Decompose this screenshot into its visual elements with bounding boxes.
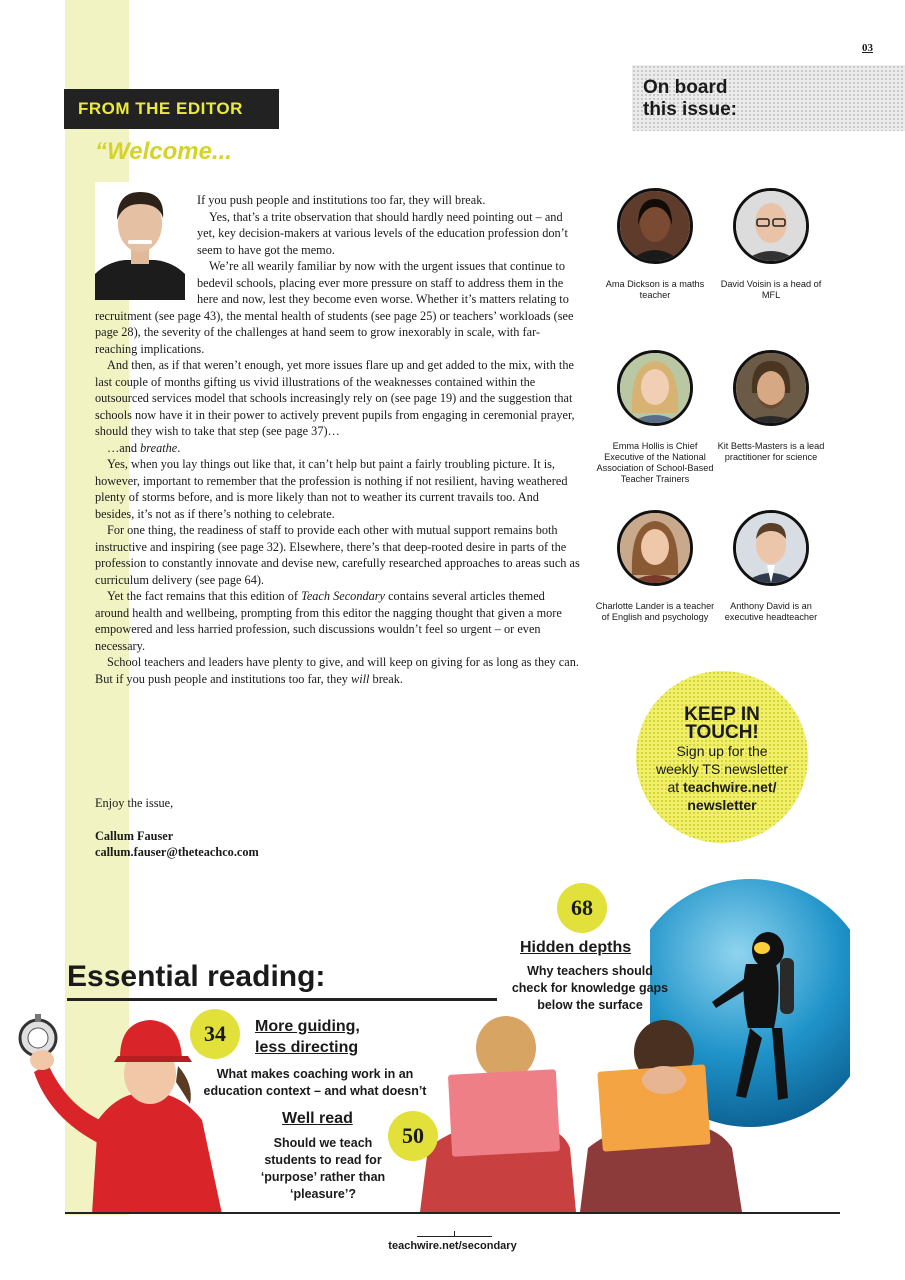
- article-desc-line: Should we teach: [273, 1136, 373, 1150]
- letter-paragraph: If you push people and institutions too far, they will break.: [197, 193, 486, 207]
- letter-paragraph: And then, as if that weren’t enough, yet more issues flare up and get added to the mix, with the last couple of months gifting us vivid illustrations of the weaknesses contained within the outsourced services model that schools increasingly rely on (see page 19) and the suggestion that schools now have it in their power to actively prevent pupils from engaging in ceremonial prayer, should they wish to take that step (see page 37)…: [95, 358, 575, 438]
- article-desc-line: Why teachers should: [527, 964, 653, 978]
- keep-line1: KEEP IN: [684, 704, 760, 725]
- editor-photo: [95, 182, 185, 300]
- keep-body1: Sign up for the: [676, 743, 768, 759]
- contributor-avatar: [617, 510, 693, 586]
- footer-url[interactable]: teachwire.net/secondary: [388, 1240, 517, 1252]
- contributor-caption: Emma Hollis is Chief Executive of the National Association of School-Based Teacher Trainers: [596, 441, 714, 484]
- breathe-suffix: .: [177, 440, 181, 455]
- keep-body2: weekly TS newsletter: [655, 761, 788, 777]
- letter-paragraph: [95, 440, 580, 457]
- essential-reading-title: Essential reading:: [67, 960, 326, 993]
- article-desc-hidden-depths: [480, 963, 700, 1014]
- p8-prefix: School teachers and leaders have plenty to give, and will keep on giving for as long as they can. But if you push people and institutions too far, they: [95, 655, 579, 686]
- page-badge-34: 34: [190, 1009, 240, 1059]
- onboard-title-line2: this issue:: [643, 99, 737, 120]
- newsletter-link-part2[interactable]: newsletter: [687, 797, 757, 813]
- contributor-caption: Anthony David is an executive headteacher: [724, 601, 818, 622]
- magazine-name: Teach Secondary: [301, 589, 386, 603]
- letter-paragraph: We’re all wearily familiar by now with the urgent issues that continue to bedevil schools, placing ever more pressure on staff to address them in the here and now, lest they become even worse. Whether it’s matters relating to recruitment (see page 43), the mental health of students (see page 25) or teachers’ workloads (see page 28), the severity of the challenges at hand seem to grow inexorably in scale, with far-reaching implications.: [95, 259, 574, 356]
- p7-suffix: contains several articles themed around health and wellbeing, prompting from this editor the nagging thought that given a more empowered and less harried profession, such discussions wouldn’t feel so urgent – or even necessary.: [95, 589, 562, 653]
- article-title-line: More guiding,: [255, 1018, 360, 1035]
- newsletter-link-part1[interactable]: teachwire.net/: [683, 779, 777, 795]
- editor-email[interactable]: callum.fauser@theteachco.com: [95, 845, 259, 859]
- contributor-avatar: [733, 350, 809, 426]
- page-number: 03: [862, 42, 873, 54]
- letter-paragraph: Yes, that’s a trite observation that should hardly need pointing out – and yet, key decision-makers at various levels of the education profession don’t seem to have got the memo.: [197, 209, 568, 257]
- contributor-avatar: [733, 510, 809, 586]
- article-title-guiding[interactable]: [255, 1016, 360, 1058]
- contributor-caption: David Voisin is a head of MFL: [720, 279, 822, 300]
- keep-line2: TOUCH!: [685, 722, 759, 743]
- welcome-heading: “Welcome...: [95, 138, 232, 165]
- article-desc-line: students to read for: [264, 1153, 382, 1167]
- article-desc-well-read: [248, 1135, 398, 1203]
- page-badge-68: 68: [557, 883, 607, 933]
- contributor-avatar: [617, 350, 693, 426]
- article-desc-line: below the surface: [537, 998, 643, 1012]
- editor-name: Callum Fauser: [95, 828, 174, 843]
- article-title-well-read[interactable]: Well read: [282, 1110, 353, 1127]
- article-desc-line: ‘pleasure’?: [290, 1187, 356, 1201]
- contributor-caption: Charlotte Lander is a teacher of English and psychology: [595, 601, 715, 622]
- breathe-prefix: …and: [107, 440, 141, 455]
- contributor-caption: Kit Betts-Masters is a lead practitioner for science: [717, 441, 825, 462]
- letter-paragraph: [95, 588, 580, 654]
- page-badge-50: 50: [388, 1111, 438, 1161]
- contributor-avatar: [617, 188, 693, 264]
- onboard-title-line1: On board: [643, 77, 728, 98]
- keep-body3: at: [667, 779, 684, 795]
- closing-line: Enjoy the issue,: [95, 796, 174, 810]
- footer-tick: [454, 1231, 455, 1236]
- article-desc-line: check for knowledge gaps: [511, 981, 669, 995]
- article-title-hidden-depths[interactable]: Hidden depths: [520, 939, 632, 956]
- article-title-line: less directing: [255, 1039, 359, 1056]
- section-label: FROM THE EDITOR: [64, 89, 279, 129]
- emphasis-will: will: [351, 671, 370, 686]
- article-desc-line: ‘purpose’ rather than: [260, 1170, 386, 1184]
- letter-paragraph: [95, 654, 580, 687]
- p7-prefix: Yet the fact remains that this edition of: [107, 589, 302, 603]
- article-desc-line: education context – and what doesn’t: [203, 1084, 427, 1098]
- contributor-caption: Ama Dickson is a maths teacher: [605, 279, 705, 300]
- p8-suffix: break.: [369, 671, 403, 686]
- keep-in-touch-text: [636, 706, 808, 814]
- reading-girls-image: [420, 1010, 745, 1212]
- signoff: [95, 795, 495, 861]
- letter-paragraph: For one thing, the readiness of staff to provide each other with mutual support remains both instructive and inspiring (see page 32). Elsewhere, there’s that deep-rooted desire in parts of the profession to constantly innovate and devise new, carefully researched approaches to areas such as curriculum delivery (see page 64).: [95, 523, 580, 587]
- article-desc-line: What makes coaching work in an: [216, 1067, 414, 1081]
- footer-mini-rule: [417, 1236, 492, 1237]
- article-desc-guiding: [180, 1066, 450, 1100]
- breathe-word: breathe: [140, 440, 178, 455]
- footer-rule: [65, 1212, 840, 1214]
- letter-paragraph: Yes, when you lay things out like that, it can’t help but paint a fairly troubling picture. It is, however, important to remember that the profession is nothing if not resilient, having weathered plenty of storms before, and is more likely than not to weather its current travails too. And besides, it’s not as if there’s nothing to celebrate.: [95, 457, 568, 521]
- contributor-avatar: [733, 188, 809, 264]
- onboard-title: [643, 77, 843, 121]
